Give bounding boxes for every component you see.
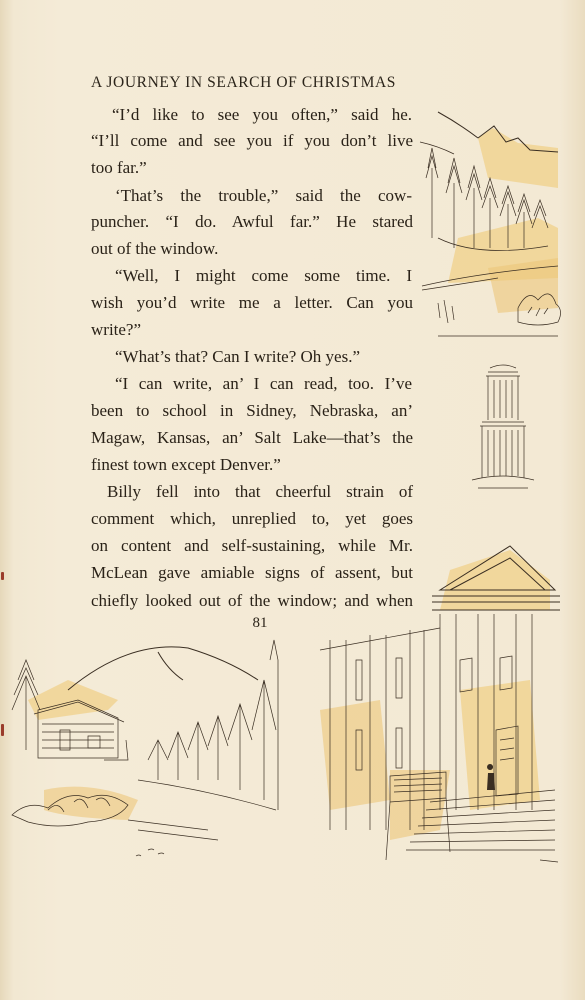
text-line: puncher. “I do. Awful far.” He stared: [91, 212, 413, 231]
text-line: “I’ll come and see you if you don’t live: [91, 131, 413, 150]
text-line: write?”: [91, 320, 142, 339]
running-head: A JOURNEY IN SEARCH OF CHRISTMAS: [91, 74, 396, 91]
text-line: chiefly looked out of the window; and when: [91, 591, 413, 610]
text-line: too far.”: [91, 158, 147, 177]
text-line: finest town except Denver.”: [91, 455, 281, 474]
cabin-and-mountain-sketch: [8, 640, 283, 865]
text-line: Magaw, Kansas, an’ Salt Lake—that’s the: [91, 428, 413, 447]
text-line: McLean gave amiable signs of assent, but: [91, 563, 413, 582]
text-line: comment which, unreplied to, yet goes: [91, 509, 413, 528]
edge-mark: [1, 724, 4, 736]
text-line: “I’d like to see you often,” said he.: [112, 105, 412, 124]
text-line: Billy fell into that cheerful strain of: [107, 482, 413, 501]
text-line: ‘That’s the trouble,” said the cow-: [115, 186, 412, 205]
margin-tower-sketch: [468, 360, 538, 500]
text-line: been to school in Sidney, Nebraska, an’: [91, 401, 413, 420]
text-line: “I can write, an’ I can read, too. I’ve: [115, 374, 412, 393]
text-line: out of the window.: [91, 239, 219, 258]
text-line: “Well, I might come some time. I: [115, 266, 412, 285]
edge-mark: [1, 572, 4, 580]
text-line: “What’s that? Can I write? Oh yes.”: [115, 347, 360, 366]
page-number: 81: [252, 615, 268, 631]
margin-mountain-forest-sketch: [418, 108, 568, 343]
pillared-building-sketch: [300, 540, 560, 870]
text-line: on content and self-sustaining, while Mr.: [91, 536, 413, 555]
text-line: wish you’d write me a letter. Can you: [91, 293, 413, 312]
